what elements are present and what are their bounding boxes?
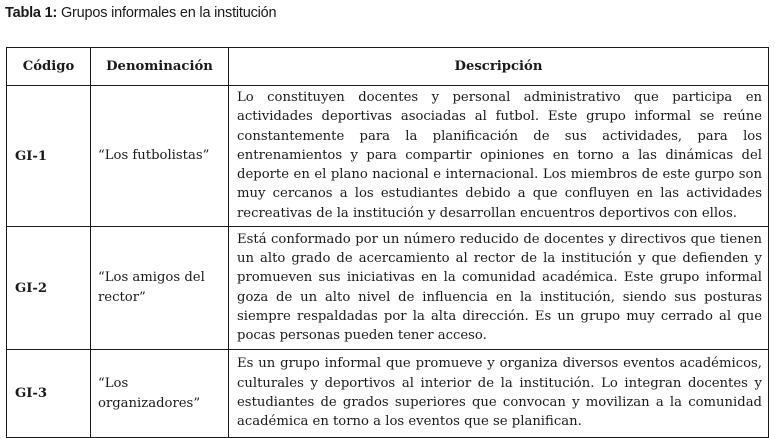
header-description: Descripción: [229, 48, 769, 86]
row-code: GI-3: [7, 350, 91, 438]
table-row: [7, 86, 769, 227]
row-name: “Los organizadores”: [91, 350, 229, 438]
row-description: Lo constituyen docentes y personal administrativo que participa en actividades deportivas asociadas al futbol. Este grupo informal se reúne constantemente para la planificación de sus actividades, para los entrenamientos y para compartir opiniones en torno a las dinámicas del deporte en el plano nacional e internacional. Los miembros de este gurpo son muy cercanos a los estudiantes debido a que confluyen en las actividades recreativas de la institución y desarrollan encuentros deportivos con ellos.: [229, 86, 769, 227]
header-name: Denominación: [91, 48, 229, 86]
row-code: GI-1: [7, 86, 91, 227]
table-row: [7, 350, 769, 438]
groups-table: [6, 47, 769, 438]
row-name: “Los amigos del rector”: [91, 227, 229, 350]
row-name: “Los futbolistas”: [91, 86, 229, 227]
header-code: Código: [7, 48, 91, 86]
table-row: [7, 227, 769, 350]
table-header-row: [7, 48, 769, 86]
table-caption: [5, 5, 276, 21]
row-description: Está conformado por un número reducido de docentes y directivos que tienen un alto grado de acercamiento al rector de la institución y que defienden y promueven sus iniciativas en la comunidad académica. Este grupo informal goza de un alto nivel de influencia en la institución, siendo sus posturas siempre respaldadas por la alta dirección. Es un grupo muy cerrado al que pocas personas pueden tener acceso.: [229, 227, 769, 350]
row-code: GI-2: [7, 227, 91, 350]
table-caption-label: Tabla 1:: [5, 5, 58, 21]
row-description: Es un grupo informal que promueve y organiza diversos eventos académicos, culturales y deportivos al interior de la institución. Lo integran docentes y estudiantes de grados superiores que convocan y movilizan a la comunidad académica en torno a los eventos que se planifican.: [229, 350, 769, 438]
table-caption-title: Grupos informales en la institución: [60, 5, 277, 21]
